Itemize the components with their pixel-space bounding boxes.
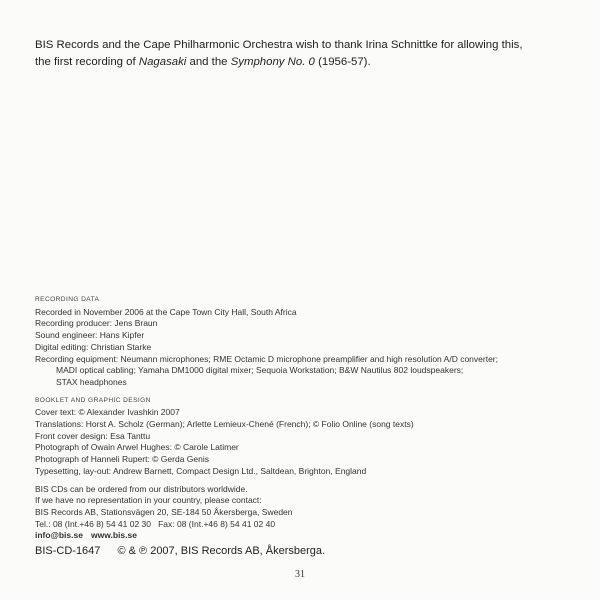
work-title-nagasaki: Nagasaki xyxy=(138,56,187,68)
acknowledgement-line-2 xyxy=(35,54,575,71)
digital-editing: Digital editing: Christian Starke xyxy=(35,341,152,352)
catalog-number: BIS-CD-1647 xyxy=(35,545,101,557)
recording-line: Recorded in November 2006 at the Cape Town City Hall, South Africa xyxy=(35,306,297,317)
translations-credit: Translations: Horst A. Scholz (German); Arlette Lemieux-Chené (French); © Folio Online (song texts) xyxy=(35,419,414,430)
contact-links xyxy=(35,530,575,542)
photo-credit-hughes: Photograph of Owain Arwel Hughes: © Carole Latimer xyxy=(35,442,239,453)
acknowledgement-text: (1956-57). xyxy=(314,56,371,68)
typesetting-credit: Typesetting, lay-out: Andrew Barnett, Compact Design Ltd., Saltdean, Brighton, England xyxy=(35,465,367,476)
cover-text-credit: Cover text: © Alexander Ivashkin 2007 xyxy=(35,407,180,418)
ordering-info: BIS CDs can be ordered from our distributors worldwide. xyxy=(35,483,248,494)
company-address: BIS Records AB, Stationsvägen 20, SE-184 50 Åkersberga, Sweden xyxy=(35,506,293,517)
copyright-notice: © & ℗ 2007, BIS Records AB, Åkersberga. xyxy=(117,545,326,557)
acknowledgement-line-1: BIS Records and the Cape Philharmonic Orchestra wish to thank Irina Schnittke for allowing this, xyxy=(35,39,523,51)
recording-equipment-cont: STAX headphones xyxy=(56,376,127,387)
ordering-info: If we have no representation in your country, please contact: xyxy=(35,495,262,506)
website-link[interactable]: www.bis.se xyxy=(90,530,137,541)
acknowledgement-paragraph xyxy=(35,37,575,71)
sound-engineer: Sound engineer: Hans Kipfer xyxy=(35,330,145,341)
recording-data-heading: RECORDING DATA xyxy=(35,296,100,303)
phone-fax: Tel.: 08 (Int.+46 8) 54 41 02 30 Fax: 08 (Int.+46 8) 54 41 02 40 xyxy=(35,518,276,529)
photo-credit-rupert: Photograph of Hanneli Rupert: © Gerda Genis xyxy=(35,454,210,465)
email-link[interactable]: info@bis.se xyxy=(35,530,83,541)
catalog-line xyxy=(35,545,325,557)
front-cover-credit: Front cover design: Esa Tanttu xyxy=(35,430,151,441)
recording-equipment-cont: MADI optical cabling; Yamaha DM1000 digital mixer; Sequoia Workstation; B&W Nautilus 802 loudspeakers; xyxy=(56,365,464,376)
recording-producer: Recording producer: Jens Braun xyxy=(35,318,158,329)
booklet-design-heading: BOOKLET AND GRAPHIC DESIGN xyxy=(35,396,151,404)
acknowledgement-text: and the xyxy=(186,56,231,68)
recording-equipment: Recording equipment: Neumann microphones; RME Octamic D microphone preamplifier and high resolution A/D converter; xyxy=(35,353,498,364)
work-title-symphony: Symphony No. 0 xyxy=(230,56,315,68)
acknowledgement-text: the first recording of xyxy=(35,56,139,68)
credits-block xyxy=(35,294,575,542)
page-number: 31 xyxy=(295,569,305,580)
